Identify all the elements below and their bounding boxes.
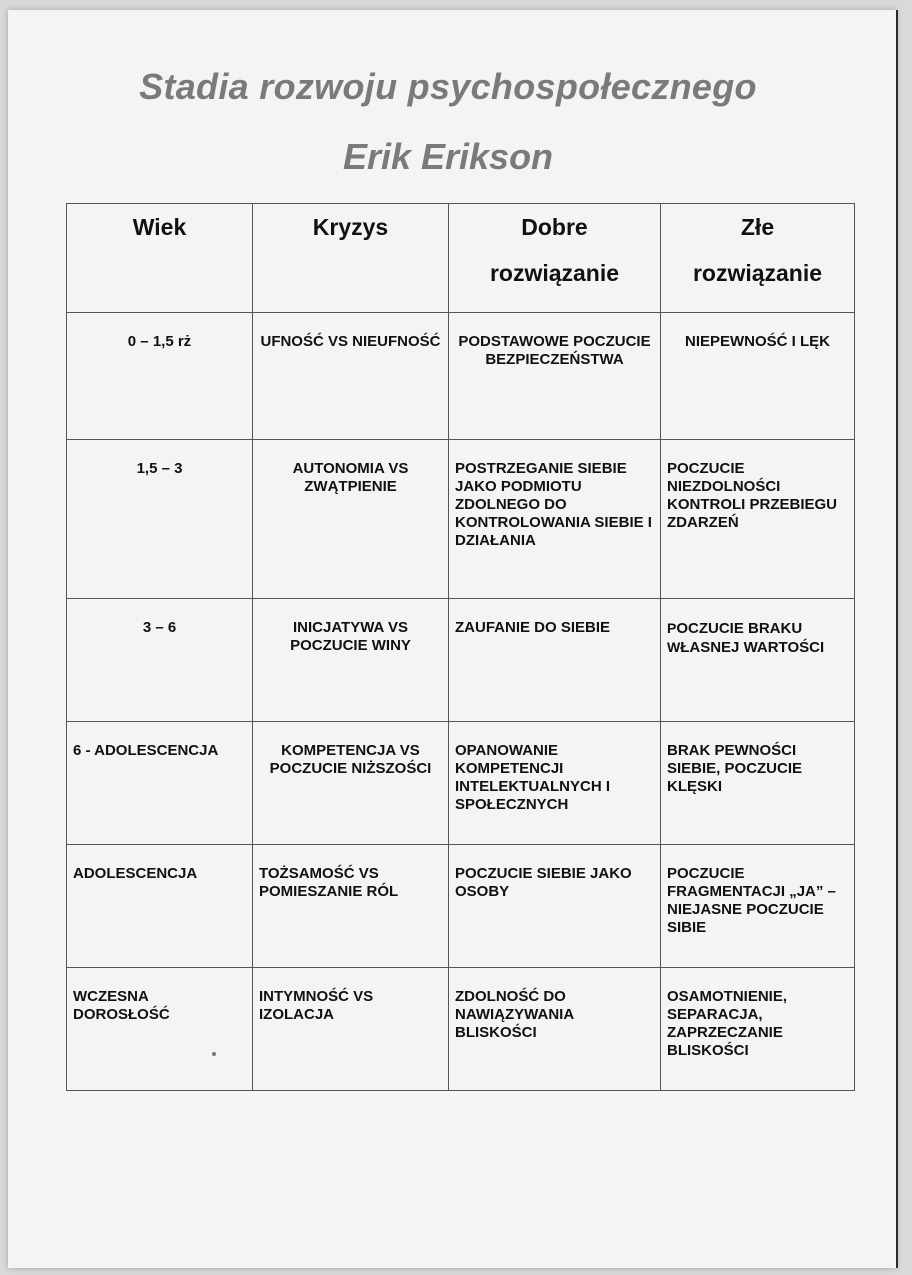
cell-age: 0 – 1,5 rż <box>67 313 253 440</box>
table-row <box>67 722 855 845</box>
header-good-label-line2: rozwiązanie <box>489 260 620 286</box>
cell-good-resolution: PODSTAWOWE POCZUCIE BEZPIECZEŃSTWA <box>449 313 661 440</box>
header-age-label: Wiek <box>132 214 187 240</box>
cell-bad-part: W <box>667 639 681 655</box>
table-header-row <box>67 204 855 313</box>
header-good-resolution <box>449 204 661 313</box>
cell-age: 3 – 6 <box>67 599 253 722</box>
cell-age: 1,5 – 3 <box>67 440 253 599</box>
cell-good-resolution: OPANOWANIE KOMPETENCJI INTELEKTUALNYCH I SPOŁECZNYCH <box>449 722 661 845</box>
cell-crisis: TOŻSAMOŚĆ VS POMIESZANIE RÓL <box>253 845 449 968</box>
cell-bad-part: OCZUCIE BRAKU <box>676 620 803 637</box>
header-bad-label-line1: Złe <box>740 214 775 240</box>
table-row <box>67 599 855 722</box>
cell-good-resolution: POSTRZEGANIE SIEBIE JAKO PODMIOTU ZDOLNEGO DO KONTROLOWANIA SIEBIE I DZIAŁANIA <box>449 440 661 599</box>
cell-bad-resolution: POCZUCIE NIEZDOLNOŚCI KONTROLI PRZEBIEGU ZDARZEŃ <box>661 440 855 599</box>
cell-bad-resolution: POCZUCIE FRAGMENTACJI „JA” – NIEJASNE POCZUCIE SIBIE <box>661 845 855 968</box>
cell-bad-resolution: NIEPEWNOŚĆ I LĘK <box>661 313 855 440</box>
document-subtitle-author: Erik Erikson <box>342 136 554 177</box>
cell-crisis: INICJATYWA VS POCZUCIE WINY <box>253 599 449 722</box>
header-crisis-label: Kryzys <box>312 214 389 240</box>
cell-good-resolution: POCZUCIE SIEBIE JAKO OSOBY <box>449 845 661 968</box>
cell-good-resolution: ZDOLNOŚĆ DO NAWIĄZYWANIA BLISKOŚCI <box>449 968 661 1091</box>
table-row <box>67 313 855 440</box>
cell-bad-resolution <box>661 599 855 722</box>
header-age <box>67 204 253 313</box>
cell-bad-resolution: BRAK PEWNOŚCI SIEBIE, POCZUCIE KLĘSKI <box>661 722 855 845</box>
paper-edge-shadow <box>896 10 898 1268</box>
cell-good-resolution: ZAUFANIE DO SIEBIE <box>449 599 661 722</box>
cell-bad-part: ŁASNEJ WARTOŚCI <box>680 639 825 656</box>
cell-crisis: KOMPETENCJA VS POCZUCIE NIŻSZOŚCI <box>253 722 449 845</box>
table-row <box>67 968 855 1091</box>
table-row <box>67 440 855 599</box>
cell-bad-part: P <box>667 620 677 636</box>
header-bad-label-line2: rozwiązanie <box>692 260 823 286</box>
cell-age: 6 - ADOLESCENCJA <box>67 722 253 845</box>
scan-speck <box>212 1052 216 1056</box>
cell-bad-resolution: OSAMOTNIENIE, SEPARACJA, ZAPRZECZANIE BLISKOŚCI <box>661 968 855 1091</box>
cell-age: ADOLESCENCJA <box>67 845 253 968</box>
table-row <box>67 845 855 968</box>
header-bad-resolution <box>661 204 855 313</box>
document-title: Stadia rozwoju psychospołecznego <box>139 66 757 107</box>
header-crisis <box>253 204 449 313</box>
cell-crisis: UFNOŚĆ VS NIEUFNOŚĆ <box>253 313 449 440</box>
cell-age: WCZESNA DOROSŁOŚĆ <box>67 968 253 1091</box>
psychosocial-stages-table <box>66 203 855 1091</box>
cell-crisis: INTYMNOŚĆ VS IZOLACJA <box>253 968 449 1091</box>
header-good-label-line1: Dobre <box>521 214 588 240</box>
cell-crisis: AUTONOMIA VS ZWĄTPIENIE <box>253 440 449 599</box>
